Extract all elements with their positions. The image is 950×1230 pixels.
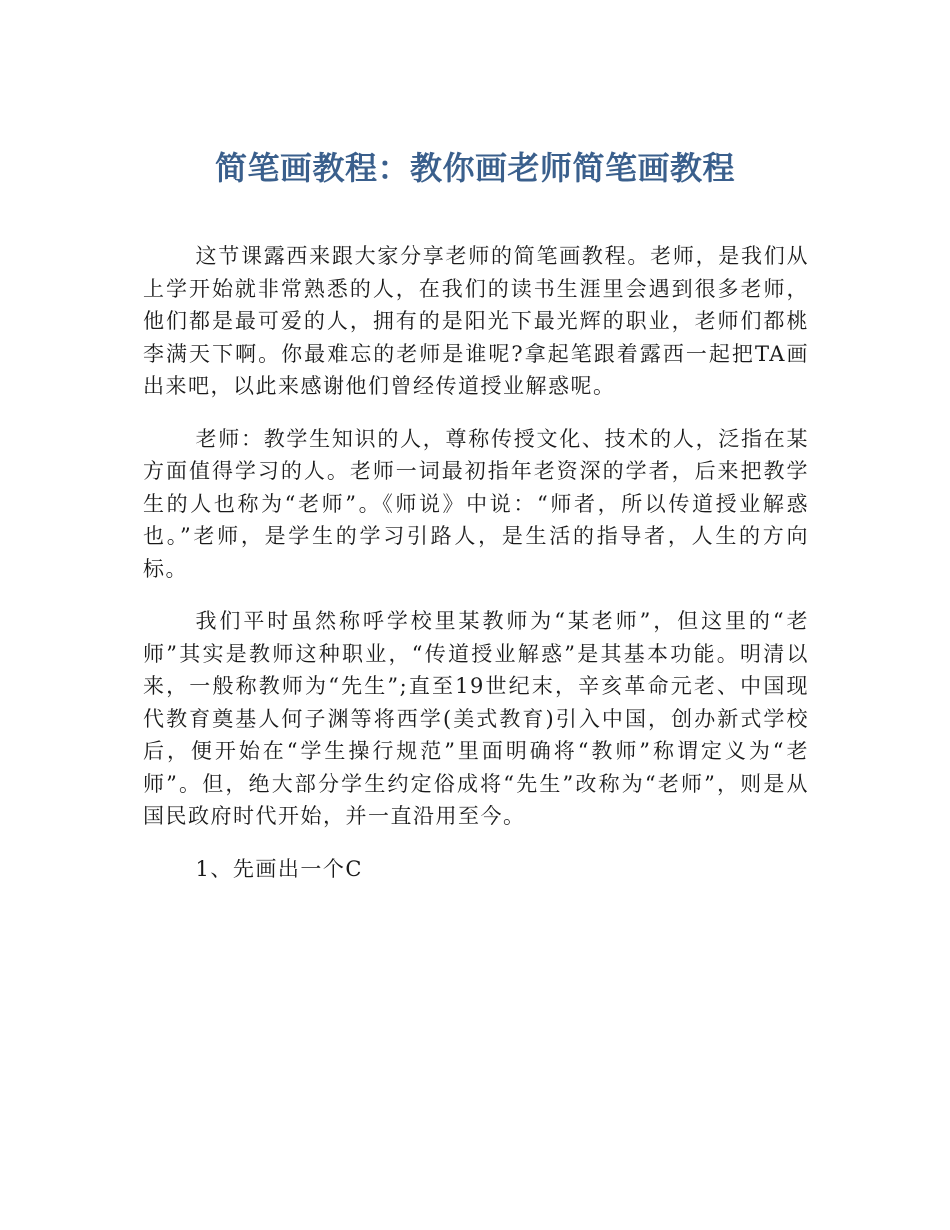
- paragraph-history: 我们平时虽然称呼学校里某教师为“某老师”，但这里的“老师”其实是教师这种职业，“传道授业解惑”是其基本功能。明清以来，一般称教师为“先生”;直至19世纪末，辛亥革命元老、中国现代教育奠基人何子渊等将西学(美式教育)引入中国，创办新式学校后，便开始在“学生操行规范”里面明确将“教师”称谓定义为“老师”。但，绝大部分学生约定俗成将“先生”改称为“老师”，则是从国民政府时代开始，并一直沿用至今。: [143, 609, 809, 828]
- document-title: 简笔画教程：教你画老师简笔画教程: [214, 149, 735, 187]
- paragraph-intro: 这节课露西来跟大家分享老师的简笔画教程。老师，是我们从上学开始就非常熟悉的人，在我们的读书生涯里会遇到很多老师，他们都是最可爱的人，拥有的是阳光下最光辉的职业，老师们都桃李满天下啊。你最难忘的老师是谁呢?拿起笔跟着露西一起把TA画出来吧，以此来感谢他们曾经传道授业解惑呢。: [143, 244, 809, 398]
- document-body: [143, 240, 809, 905]
- paragraph-step-1: 1、先画出一个C: [195, 856, 363, 881]
- paragraph-definition: 老师：教学生知识的人，尊称传授文化、技术的人，泛指在某方面值得学习的人。老师一词最初指年老资深的学者，后来把教学生的人也称为“老师”。《师说》中说：“师者，所以传道授业解惑也。”老师，是学生的学习引路人，是生活的指导者，人生的方向标。: [143, 426, 809, 581]
